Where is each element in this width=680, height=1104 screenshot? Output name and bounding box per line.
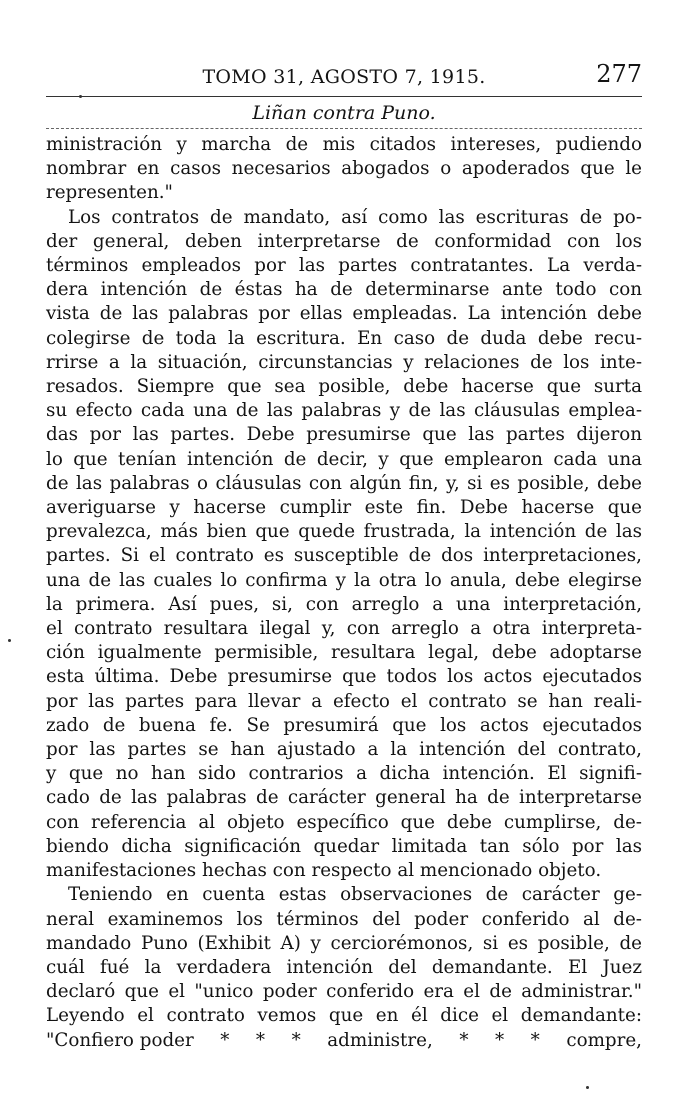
text-line: vista de las palabras por ellas empleadas. La intención debe xyxy=(46,303,642,325)
book-page xyxy=(46,60,642,1053)
header-rule xyxy=(46,96,642,97)
text-line: la primera. Así pues, si, con arreglo a una interpretación, xyxy=(46,593,642,615)
text-line: colegirse de toda la escritura. En caso de duda debe recu- xyxy=(46,327,642,349)
subtitle-rule xyxy=(46,128,642,129)
text-line: ministración y marcha de mis citados intereses, pudiendo xyxy=(46,134,642,155)
text-line: ción igualmente permisible, resultara legal, debe adoptarse xyxy=(46,642,642,664)
text-line: biendo dicha significación quedar limitada tan sólo por las xyxy=(46,835,642,857)
text-line: das por las partes. Debe presumirse que las partes dijeron xyxy=(46,424,642,446)
text-line: Teniendo en cuenta estas observaciones de carácter ge- xyxy=(68,884,642,906)
page-header xyxy=(46,60,642,96)
text-line: declaró que el "unico poder conferido era el de administrar." xyxy=(46,981,642,1003)
text-line: Los contratos de mandato, así como las escrituras de po- xyxy=(68,206,642,228)
text-line: de las palabras o cláusulas con algún fin, y, si es posible, debe xyxy=(46,472,642,494)
text-line: dera intención de éstas ha de determinarse ante todo con xyxy=(46,279,642,301)
ellipsis-asterisk: * xyxy=(494,1029,505,1051)
text-line: representen." xyxy=(46,182,173,204)
text-line: cuál fué la verdadera intención del demandante. El Juez xyxy=(46,956,642,978)
text-line: zado de buena fe. Se presumirá que los actos ejecutados xyxy=(46,714,642,736)
body-text xyxy=(46,133,642,1029)
text-line: averiguarse y hacerse cumplir este fin. Debe hacerse que xyxy=(46,497,642,519)
text-line: neral examinemos los términos del poder conferido al de- xyxy=(46,908,642,930)
ellipsis-asterisk: * xyxy=(220,1029,230,1051)
text-line: con referencia al objeto específico que debe cumplirse, de- xyxy=(46,811,642,833)
text-line: mandado Puno (Exhibit A) y cerciorémonos, si es posible, de xyxy=(46,932,642,954)
ellipsis-asterisk: * xyxy=(291,1029,301,1051)
text-line: lo que tenían intención de decir, y que emplearon cada una xyxy=(46,448,642,470)
final-line-part: "Confiero poder xyxy=(46,1029,194,1051)
final-line-part: administre, xyxy=(327,1029,433,1051)
ellipsis-asterisk: * xyxy=(255,1029,266,1051)
text-line: nombrar en casos necesarios abogados o apoderados que le xyxy=(46,158,642,180)
text-line: resados. Siempre que sea posible, debe hacerse que surta xyxy=(46,376,642,398)
text-line: y que no han sido contrarios a dicha intención. El signifi- xyxy=(46,763,642,785)
final-line-wrap xyxy=(46,1029,642,1053)
text-line: una de las cuales lo confirma y la otra lo anula, debe elegirse xyxy=(46,569,642,591)
page-number: 277 xyxy=(596,60,642,88)
text-line: por las partes para llevar a efecto el contrato se han reali- xyxy=(46,690,642,712)
text-line: términos empleados por las partes contratantes. La verda- xyxy=(46,255,642,277)
ellipsis-asterisk: * xyxy=(459,1029,469,1051)
text-line: esta última. Debe presumirse que todos los actos ejecutados xyxy=(46,666,642,688)
case-title: Liñan contra Puno. xyxy=(252,102,436,124)
final-line-part: compre, xyxy=(566,1029,642,1051)
text-line: el contrato resultara ilegal y, con arreglo a otra interpreta- xyxy=(46,618,642,640)
text-line: der general, deben interpretarse de conformidad con los xyxy=(46,230,642,252)
speck-2 xyxy=(8,639,11,642)
text-line: por las partes se han ajustado a la intención del contrato, xyxy=(46,739,642,761)
text-line: prevalezca, más bien que quede frustrada, la intención de las xyxy=(46,521,642,543)
text-line: Leyendo el contrato vemos que en él dice el demandante: xyxy=(46,1005,642,1027)
text-line: partes. Si el contrato es susceptible de dos interpretaciones, xyxy=(46,545,642,567)
text-line: su efecto cada una de las palabras y de las cláusulas emplea- xyxy=(46,400,642,422)
speck-3 xyxy=(586,1086,589,1089)
running-head: TOMO 31, AGOSTO 7, 1915. xyxy=(202,66,486,88)
text-line: cado de las palabras de carácter general ha de interpretarse xyxy=(46,787,642,809)
final-text-line xyxy=(46,1029,642,1053)
ellipsis-asterisk: * xyxy=(530,1029,540,1051)
text-line: rrirse a la situación, circunstancias y relaciones de los inte- xyxy=(46,351,642,373)
text-line: manifestaciones hechas con respecto al mencionado objeto. xyxy=(46,860,602,882)
